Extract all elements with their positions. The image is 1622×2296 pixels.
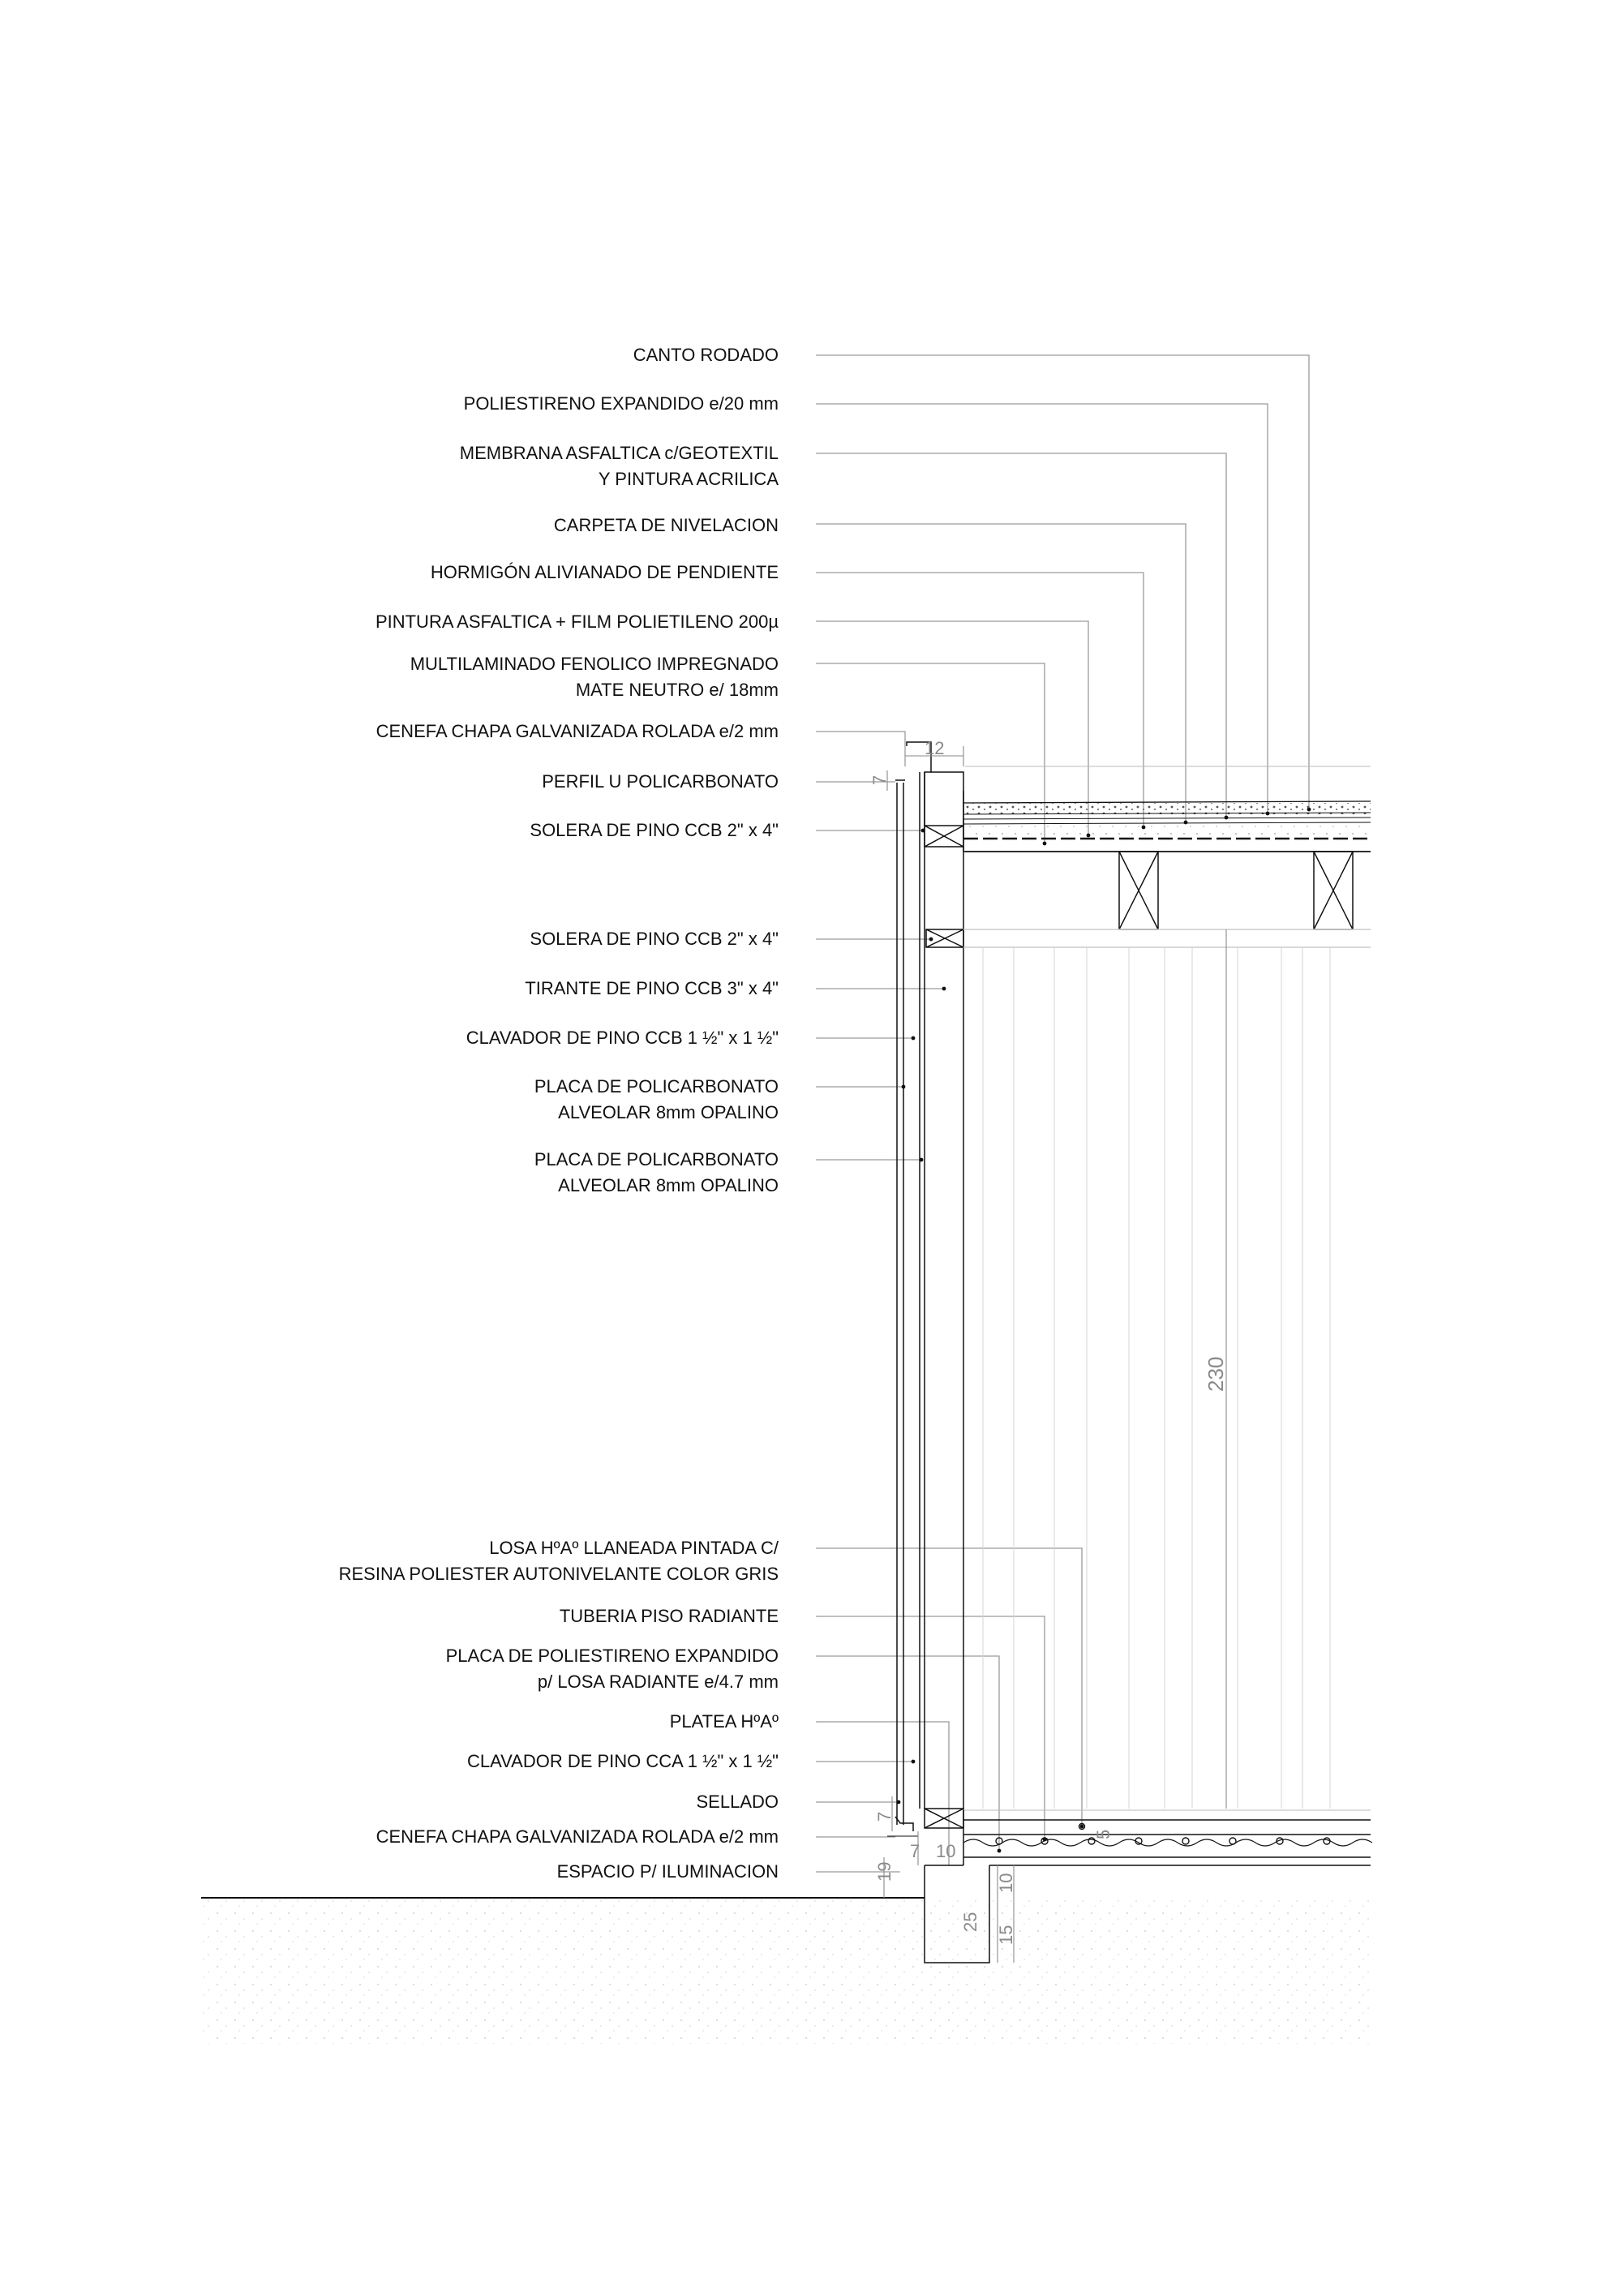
dim-base-7: 7 [874, 1811, 895, 1822]
label-solera-inferior: SOLERA DE PINO CCB 2" x 4" [530, 929, 779, 949]
ground [201, 1898, 1371, 2044]
label-carpeta: CARPETA DE NIVELACION [553, 515, 779, 535]
dim-base-25: 25 [960, 1912, 980, 1932]
label-poliestireno-cubierta: POLIESTIRENO EXPANDIDO e/20 mm [463, 393, 779, 414]
label-cenefa-inferior: CENEFA CHAPA GALVANIZADA ROLADA e/2 mm [375, 1826, 779, 1847]
label-solera-superior: SOLERA DE PINO CCB 2" x 4" [530, 820, 779, 840]
label-espacio-iluminacion: ESPACIO P/ ILUMINACION [556, 1861, 779, 1882]
dim-base-19: 19 [874, 1861, 895, 1882]
dim-cenefa-top-width: 12 [925, 738, 945, 758]
label-sellado: SELLADO [696, 1792, 779, 1812]
dim-wall-height: 230 [1204, 1356, 1228, 1392]
label-tirante: TIRANTE DE PINO CCB 3" x 4" [525, 978, 779, 998]
label-cenefa-superior: CENEFA CHAPA GALVANIZADA ROLADA e/2 mm [375, 721, 779, 741]
roof-layers [963, 766, 1371, 852]
label-canto-rodado: CANTO RODADO [633, 345, 779, 365]
dim-base-7b: 7 [910, 1841, 920, 1861]
label-tuberia: TUBERIA PISO RADIANTE [559, 1606, 779, 1626]
label-perfil-u: PERFIL U POLICARBONATO [542, 771, 779, 792]
dim-base-15: 15 [996, 1925, 1016, 1945]
dim-base-5: 5 [1093, 1829, 1114, 1839]
label-multilaminado: MULTILAMINADO FENOLICO IMPREGNADO MATE NEUTRO e/ 18mm [410, 654, 779, 700]
dim-base-10b: 10 [996, 1873, 1016, 1893]
dimension-texts [869, 738, 1228, 1945]
label-placa-policarbonato-2: PLACA DE POLICARBONATO ALVEOLAR 8mm OPALINO [534, 1149, 779, 1195]
leader-lines [816, 355, 1309, 1872]
roof-joists [1119, 852, 1353, 929]
label-placa-poliestireno: PLACA DE POLIESTIRENO EXPANDIDO p/ LOSA RADIANTE e/4.7 mm [445, 1646, 779, 1692]
label-losa: LOSA HºAº LLANEADA PINTADA C/ RESINA POLIESTER AUTONIVELANTE COLOR GRIS [338, 1538, 779, 1584]
interior-elevation [983, 947, 1330, 1809]
label-hormigon-pendiente: HORMIGÓN ALIVIANADO DE PENDIENTE [430, 562, 779, 582]
label-placa-policarbonato-1: PLACA DE POLICARBONATO ALVEOLAR 8mm OPALINO [534, 1076, 779, 1122]
leader-dots [897, 808, 1311, 1853]
label-clavador-inferior: CLAVADOR DE PINO CCA 1 ½" x 1 ½" [466, 1751, 779, 1771]
label-platea: PLATEA HºAº [669, 1711, 779, 1732]
dim-cenefa-top-height: 7 [869, 775, 890, 785]
dimension-lines [884, 746, 1226, 1963]
dim-base-10: 10 [936, 1841, 956, 1861]
label-membrana: MEMBRANA ASFALTICA c/GEOTEXTIL Y PINTURA ACRILICA [459, 443, 779, 489]
label-pintura-asfaltica: PINTURA ASFALTICA + FILM POLIETILENO 200µ [375, 612, 779, 632]
label-clavador-superior: CLAVADOR DE PINO CCB 1 ½" x 1 ½" [466, 1028, 779, 1048]
